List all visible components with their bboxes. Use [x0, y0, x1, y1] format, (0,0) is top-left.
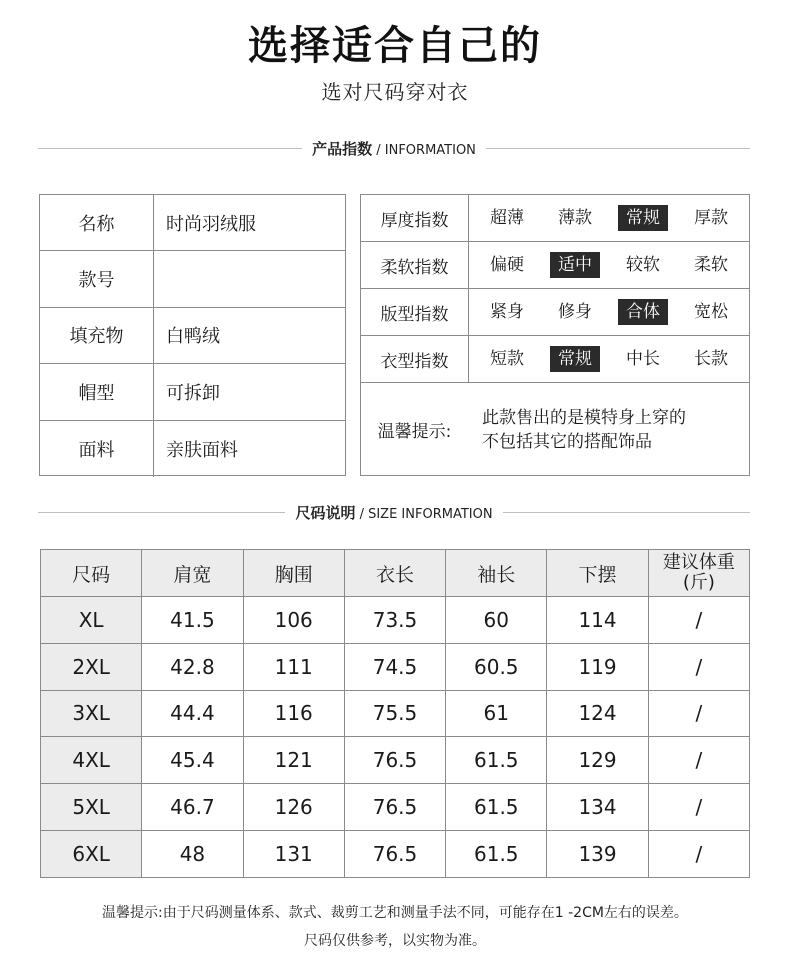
product-key: 帽型 — [40, 364, 154, 419]
table-cell: 75.5 — [344, 690, 445, 737]
table-cell: 131 — [243, 830, 344, 877]
table-cell: / — [648, 690, 749, 737]
product-key: 填充物 — [40, 308, 154, 363]
table-cell: 44.4 — [142, 690, 243, 737]
table-cell: 60 — [446, 597, 547, 644]
table-cell: 74.5 — [344, 643, 445, 690]
table-cell: 42.8 — [142, 643, 243, 690]
table-cell: 61.5 — [446, 784, 547, 831]
product-key: 款号 — [40, 251, 154, 306]
reminder-label: 温馨提示: — [377, 422, 452, 442]
index-option: 薄款 — [558, 208, 592, 228]
table-cell: 73.5 — [344, 597, 445, 644]
table-row — [41, 690, 750, 737]
product-row — [40, 195, 345, 251]
index-options — [469, 195, 749, 241]
index-option: 短款 — [490, 349, 524, 369]
index-option: 柔软 — [694, 255, 728, 275]
product-index-table — [360, 194, 750, 476]
table-cell: / — [648, 737, 749, 784]
table-cell: / — [648, 784, 749, 831]
index-row — [361, 289, 749, 336]
table-cell: 76.5 — [344, 737, 445, 784]
divider-line — [486, 148, 750, 149]
product-row — [40, 308, 345, 364]
index-option: 长款 — [694, 349, 728, 369]
index-options — [469, 336, 749, 382]
index-options — [469, 289, 749, 335]
reminder-note — [361, 383, 749, 476]
footer-note: 温馨提示:由于尺码测量体系、款式、裁剪工艺和测量手法不同，可能存在1 -2CM左右的误差。 — [102, 905, 688, 921]
index-option: 偏硬 — [490, 255, 524, 275]
product-value: 可拆卸 — [166, 382, 220, 404]
product-value: 白鸭绒 — [166, 326, 220, 348]
product-row — [40, 251, 345, 307]
product-key: 名称 — [40, 195, 154, 250]
index-option: 修身 — [558, 302, 592, 322]
index-key: 版型指数 — [361, 289, 469, 335]
product-row — [40, 364, 345, 420]
product-value — [154, 251, 345, 306]
product-key: 面料 — [40, 421, 154, 477]
table-row — [41, 597, 750, 644]
reminder-line: 不包括其它的搭配饰品 — [482, 431, 652, 452]
index-option-selected: 常规 — [618, 205, 668, 231]
table-cell: 106 — [243, 597, 344, 644]
table-cell: 119 — [547, 643, 648, 690]
index-row — [361, 336, 749, 383]
table-cell: 60.5 — [446, 643, 547, 690]
table-row — [41, 737, 750, 784]
size-label-cell: 3XL — [41, 690, 142, 737]
size-table-header — [41, 550, 750, 597]
weight-header-unit: (斤) — [682, 572, 715, 593]
column-header: 胸围 — [243, 550, 344, 597]
size-label-cell: 5XL — [41, 784, 142, 831]
index-key: 厚度指数 — [361, 195, 469, 241]
table-cell: 139 — [547, 830, 648, 877]
column-header: 肩宽 — [142, 550, 243, 597]
size-section-label-en: / SIZE INFORMATION — [355, 506, 493, 522]
size-label-cell: XL — [41, 597, 142, 644]
size-label-cell: 6XL — [41, 830, 142, 877]
table-cell: / — [648, 643, 749, 690]
index-row — [361, 242, 749, 289]
page-title: 选择适合自己的 — [248, 23, 542, 69]
table-cell: 76.5 — [344, 830, 445, 877]
column-header-weight — [648, 550, 749, 597]
size-label-cell: 4XL — [41, 737, 142, 784]
info-section-header — [38, 136, 750, 160]
table-cell: / — [648, 830, 749, 877]
table-cell: 48 — [142, 830, 243, 877]
page-subtitle: 选对尺码穿对衣 — [321, 80, 469, 104]
table-cell: 45.4 — [142, 737, 243, 784]
index-option-selected: 合体 — [618, 299, 668, 325]
table-cell: 76.5 — [344, 784, 445, 831]
column-header: 尺码 — [41, 550, 142, 597]
divider-line — [38, 512, 285, 513]
column-header: 下摆 — [547, 550, 648, 597]
reminder-text — [468, 406, 749, 454]
table-cell: 61 — [446, 690, 547, 737]
table-cell: 111 — [243, 643, 344, 690]
index-option: 宽松 — [694, 302, 728, 322]
index-option-selected: 常规 — [550, 346, 600, 372]
index-option: 超薄 — [490, 208, 524, 228]
index-option: 较软 — [626, 255, 660, 275]
table-cell: 116 — [243, 690, 344, 737]
table-cell: 41.5 — [142, 597, 243, 644]
size-section-label-cn: 尺码说明 — [295, 503, 356, 522]
index-option: 紧身 — [490, 302, 524, 322]
table-cell: 114 — [547, 597, 648, 644]
weight-header-line: 建议体重 — [662, 552, 735, 573]
index-option: 厚款 — [694, 208, 728, 228]
product-info-table — [39, 194, 346, 476]
table-cell: 134 — [547, 784, 648, 831]
info-section-label-en: / INFORMATION — [372, 142, 476, 158]
table-cell: 124 — [547, 690, 648, 737]
index-row — [361, 195, 749, 242]
product-value: 亲肤面料 — [166, 439, 238, 461]
size-table — [40, 549, 750, 878]
column-header: 衣长 — [344, 550, 445, 597]
index-key: 衣型指数 — [361, 336, 469, 382]
size-table-body — [41, 597, 750, 878]
reminder-line: 此款售出的是模特身上穿的 — [482, 407, 686, 428]
table-cell: 126 — [243, 784, 344, 831]
table-row — [41, 830, 750, 877]
info-section-label-cn: 产品指数 — [312, 139, 373, 158]
table-cell: 61.5 — [446, 737, 547, 784]
index-options — [469, 242, 749, 288]
info-section-label — [302, 138, 486, 159]
product-row — [40, 421, 345, 477]
size-label-cell: 2XL — [41, 643, 142, 690]
table-row — [41, 643, 750, 690]
table-cell: 61.5 — [446, 830, 547, 877]
size-section-header — [38, 500, 750, 524]
table-row — [41, 784, 750, 831]
divider-line — [503, 512, 750, 513]
column-header: 袖长 — [446, 550, 547, 597]
table-cell: 129 — [547, 737, 648, 784]
product-value: 时尚羽绒服 — [166, 213, 256, 235]
index-key: 柔软指数 — [361, 242, 469, 288]
table-cell: / — [648, 597, 749, 644]
size-section-label — [285, 502, 502, 523]
divider-line — [38, 148, 302, 149]
index-option-selected: 适中 — [550, 252, 600, 278]
index-option: 中长 — [626, 349, 660, 369]
table-cell: 46.7 — [142, 784, 243, 831]
footer-disclaimer: 尺码仅供参考，以实物为准。 — [304, 933, 486, 949]
table-cell: 121 — [243, 737, 344, 784]
